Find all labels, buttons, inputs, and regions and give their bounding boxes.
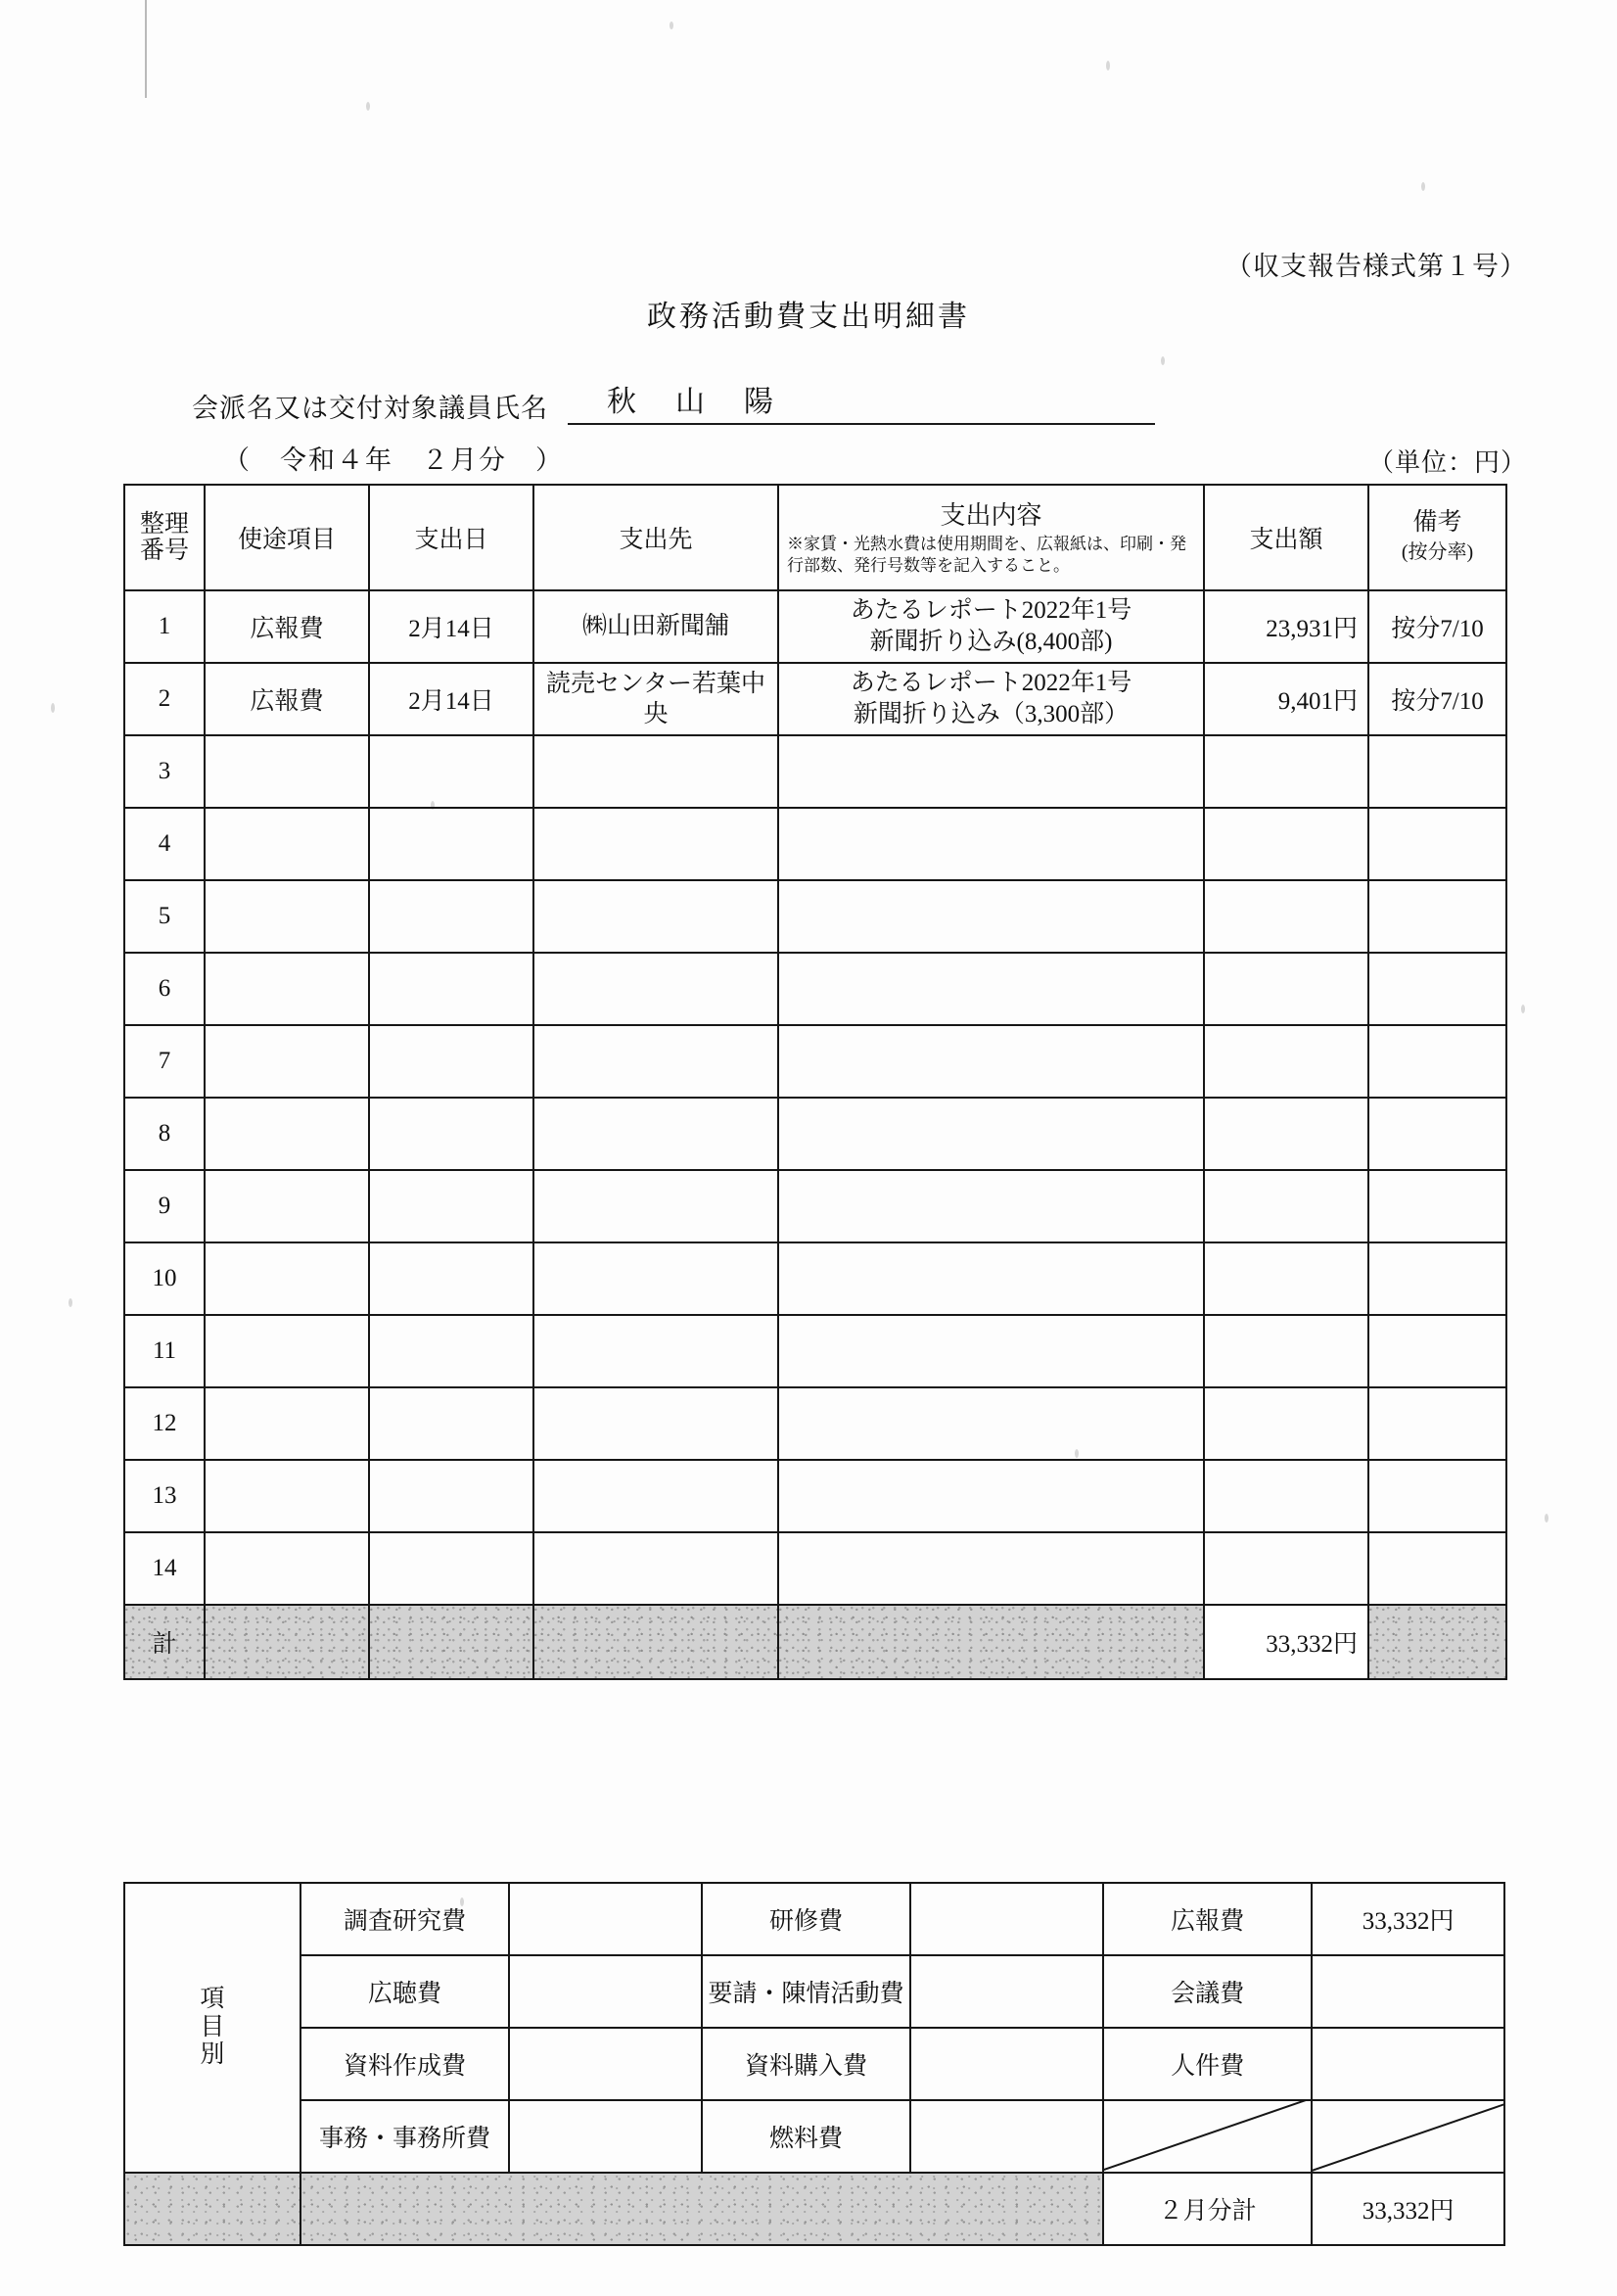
cell-description-line1: あたるレポート2022年1号 [850,669,1132,696]
total-blank-description [778,1605,1204,1679]
header-no-line1: 整理 [139,510,189,538]
summary-label-material-making: 資料作成費 [300,2028,509,2100]
header-description-note: ※家賃・光熱水費は使用期間を、広報紙は、印刷・発行部数、発行号数等を記入すること。 [787,535,1186,575]
cell-description [778,1098,1204,1170]
cell-date [369,808,533,880]
scan-speck [1545,1514,1548,1523]
month-total-label: ２月分計 [1103,2173,1312,2245]
table-total-row [124,1605,1506,1679]
cell-date: 2月14日 [369,663,533,735]
cell-no: 4 [124,808,205,880]
cell-note [1368,1460,1506,1532]
cell-description [778,880,1204,953]
expense-table [123,484,1507,1680]
total-blank-item [205,1605,369,1679]
summary-label-training: 研修費 [702,1883,910,1955]
table-row [124,590,1506,663]
cell-note [1368,1387,1506,1460]
table-row [124,1025,1506,1098]
cell-amount [1204,880,1368,953]
cell-description-line2: 新聞折り込み（3,300部） [853,701,1130,727]
table-row [124,1098,1506,1170]
cell-amount: 9,401円 [1204,663,1368,735]
name-row [192,377,1155,425]
summary-value-material-purchase [910,2028,1103,2100]
scan-speck [366,102,370,111]
summary-value-pr: 33,332円 [1312,1883,1504,1955]
cell-item [205,1025,369,1098]
table-row [124,1242,1506,1315]
summary-label-research: 調査研究費 [300,1883,509,1955]
summary-kind-line3: 別 [200,2041,225,2069]
name-value: 秋山陽 [568,377,1155,425]
cell-payee: ㈱山田新聞舗 [533,590,778,663]
table-row [124,808,1506,880]
summary-kind-line1: 項 [200,1985,225,2012]
cell-amount [1204,1242,1368,1315]
summary-value-petition [910,1955,1103,2028]
table-row [124,1532,1506,1605]
cell-description [778,590,1204,663]
cell-no: 1 [124,590,205,663]
table-row [124,1170,1506,1242]
header-no-line2: 番号 [139,538,189,564]
cell-amount [1204,735,1368,808]
header-amount: 支出額 [1204,485,1368,590]
page-title: 政務活動費支出明細書 [647,301,970,333]
cell-item [205,880,369,953]
unit-label: （単位：円） [1367,448,1527,477]
cell-payee [533,1098,778,1170]
summary-label-personnel: 人件費 [1103,2028,1312,2100]
header-note-line2: (按分率) [1401,541,1474,563]
summary-value-hearing [509,1955,702,2028]
scan-speck [1521,1005,1525,1013]
cell-note [1368,953,1506,1025]
table-row [124,663,1506,735]
cell-description [778,1387,1204,1460]
header-payee: 支出先 [533,485,778,590]
cell-amount [1204,1098,1368,1170]
header-note-line1: 備考 [1412,509,1462,537]
cell-no: 3 [124,735,205,808]
cell-description [778,808,1204,880]
scan-speck [1421,182,1425,191]
cell-note [1368,1242,1506,1315]
cell-item [205,1098,369,1170]
summary-value-office [509,2100,702,2173]
cell-date [369,1460,533,1532]
cell-note: 按分7/10 [1368,590,1506,663]
cell-item [205,1170,369,1242]
cell-payee: 読売センター若葉中央 [533,663,778,735]
cell-amount [1204,1460,1368,1532]
cell-payee [533,880,778,953]
cell-description [778,1025,1204,1098]
month-total-value: 33,332円 [1312,2173,1504,2245]
cell-amount [1204,1025,1368,1098]
summary-value-personnel [1312,2028,1504,2100]
cell-item [205,1387,369,1460]
cell-note [1368,1098,1506,1170]
cell-item [205,1315,369,1387]
cell-note [1368,1532,1506,1605]
cell-description [778,663,1204,735]
summary-blank-diagonal-left [1103,2100,1312,2173]
cell-payee [533,1025,778,1098]
cell-amount [1204,1387,1368,1460]
cell-amount [1204,953,1368,1025]
summary-label-material-purchase: 資料購入費 [702,2028,910,2100]
cell-description [778,1460,1204,1532]
cell-date [369,953,533,1025]
cell-date [369,1315,533,1387]
table-row [124,953,1506,1025]
header-description [778,485,1204,590]
scan-artifact-line [145,0,147,98]
table-row [124,1315,1506,1387]
cell-description [778,953,1204,1025]
cell-no: 10 [124,1242,205,1315]
cell-note [1368,880,1506,953]
scan-speck [1161,356,1165,365]
total-blank-note [1368,1605,1506,1679]
cell-item [205,808,369,880]
cell-item [205,735,369,808]
summary-label-fuel: 燃料費 [702,2100,910,2173]
cell-amount: 23,931円 [1204,590,1368,663]
total-label: 計 [124,1605,205,1679]
table-row [124,880,1506,953]
summary-blank-diagonal-right [1312,2100,1504,2173]
cell-description [778,1315,1204,1387]
cell-payee [533,953,778,1025]
cell-payee [533,808,778,880]
table-header-row [124,485,1506,590]
cell-date [369,1387,533,1460]
cell-date [369,1170,533,1242]
summary-label-office: 事務・事務所費 [300,2100,509,2173]
cell-description [778,1532,1204,1605]
cell-no: 9 [124,1170,205,1242]
scan-speck [670,22,673,29]
summary-label-hearing: 広聴費 [300,1955,509,2028]
total-amount: 33,332円 [1204,1605,1368,1679]
header-description-title: 支出内容 [940,501,1042,531]
form-code: （収支報告様式第１号） [1225,252,1527,281]
category-summary-table [123,1882,1505,2246]
cell-no: 12 [124,1387,205,1460]
cell-description [778,1242,1204,1315]
cell-description [778,735,1204,808]
summary-total-row [124,2173,1504,2245]
scan-speck [1106,61,1110,70]
cell-payee [533,1460,778,1532]
cell-no: 5 [124,880,205,953]
cell-description-line2: 新聞折り込み(8,400部) [869,629,1113,655]
cell-date [369,1098,533,1170]
cell-description [778,1170,1204,1242]
summary-value-fuel [910,2100,1103,2173]
cell-no: 2 [124,663,205,735]
cell-note [1368,808,1506,880]
cell-no: 13 [124,1460,205,1532]
cell-item [205,1460,369,1532]
cell-item: 広報費 [205,590,369,663]
cell-item [205,1242,369,1315]
cell-payee [533,1315,778,1387]
cell-date [369,735,533,808]
cell-payee [533,1532,778,1605]
cell-payee [533,1242,778,1315]
cell-amount [1204,1315,1368,1387]
cell-payee [533,1387,778,1460]
cell-item [205,1532,369,1605]
header-item: 使途項目 [205,485,369,590]
cell-note [1368,1315,1506,1387]
cell-item [205,953,369,1025]
cell-no: 14 [124,1532,205,1605]
summary-total-blank-left [124,2173,300,2245]
summary-row [124,2028,1504,2100]
cell-description-line1: あたるレポート2022年1号 [850,596,1132,624]
cell-item: 広報費 [205,663,369,735]
cell-amount [1204,1532,1368,1605]
total-blank-date [369,1605,533,1679]
header-note [1368,485,1506,590]
summary-kind-label [124,1883,300,2173]
total-blank-payee [533,1605,778,1679]
header-date: 支出日 [369,485,533,590]
scan-speck [51,703,55,713]
cell-note [1368,1025,1506,1098]
cell-no: 8 [124,1098,205,1170]
cell-no: 11 [124,1315,205,1387]
summary-row [124,1955,1504,2028]
cell-date [369,880,533,953]
cell-payee [533,735,778,808]
table-row [124,735,1506,808]
cell-no: 7 [124,1025,205,1098]
header-no [124,485,205,590]
summary-value-training [910,1883,1103,1955]
summary-label-petition: 要請・陳情活動費 [702,1955,910,2028]
name-label: 会派名又は交付対象議員氏名 [192,394,548,423]
summary-label-pr: 広報費 [1103,1883,1312,1955]
cell-amount [1204,1170,1368,1242]
cell-amount [1204,808,1368,880]
cell-note [1368,1170,1506,1242]
cell-date [369,1532,533,1605]
summary-label-meeting: 会議費 [1103,1955,1312,2028]
summary-value-meeting [1312,1955,1504,2028]
cell-note [1368,735,1506,808]
cell-date [369,1025,533,1098]
summary-row [124,2100,1504,2173]
summary-row [124,1883,1504,1955]
cell-payee [533,1170,778,1242]
cell-no: 6 [124,953,205,1025]
period-label: （ 令和４年 ２月分 ） [223,445,564,475]
summary-kind-line2: 目 [200,2013,225,2040]
table-row [124,1387,1506,1460]
scan-speck [69,1298,72,1307]
cell-note: 按分7/10 [1368,663,1506,735]
summary-value-research [509,1883,702,1955]
cell-date [369,1242,533,1315]
table-row [124,1460,1506,1532]
summary-total-blank-mid [300,2173,1103,2245]
summary-value-material-making [509,2028,702,2100]
cell-date: 2月14日 [369,590,533,663]
